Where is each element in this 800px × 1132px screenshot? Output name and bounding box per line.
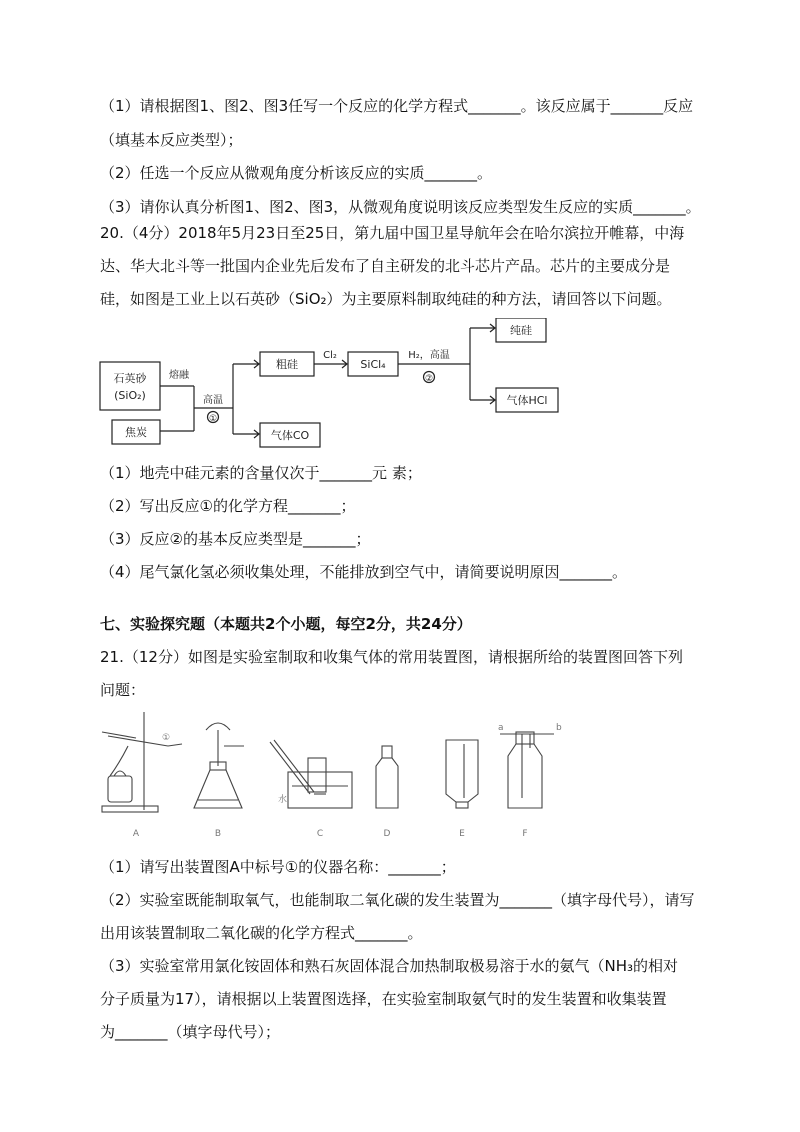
q20-part3: （3）反应②的基本反应类型是_______； — [100, 530, 371, 548]
gas-hcl-label: 气体HCl — [506, 394, 548, 407]
high-temp-label: 高温 — [203, 395, 223, 406]
cl2-label: Cl₂ — [323, 350, 337, 361]
quartz-formula: (SiO₂) — [114, 389, 146, 402]
quartz-label: 石英砂 — [113, 372, 147, 385]
q19-part1: （1）请根据图1、图2、图3任写一个反应的化学方程式_______。该反应属于_______反应 — [100, 97, 694, 115]
q21-part3-cont2: 为_______（填字母代号）； — [100, 1023, 281, 1041]
label-d: D — [383, 829, 391, 839]
q21-part1: （1）请写出装置图A中标号①的仪器名称：_______； — [100, 858, 456, 876]
apparatus-d — [376, 746, 398, 808]
marker-1: ① — [162, 733, 171, 743]
coke-label: 焦炭 — [125, 426, 147, 439]
pure-si-label: 纯硅 — [510, 324, 532, 337]
quartz-box — [100, 362, 160, 410]
q20-intro-2: 达、华大北斗等一批国内企业先后发布了自主研发的北斗芯片产品。芯片的主要成分是 — [100, 257, 671, 275]
step1-marker: ① — [208, 414, 218, 424]
q21-intro-2: 问题： — [100, 681, 146, 699]
q20-intro-3: 硅，如图是工业上以石英砂（SiO₂）为主要原料制取纯硅的种方法，请回答以下问题。 — [100, 290, 672, 308]
port-b-label: b — [556, 723, 562, 733]
q19-part2: （2）任选一个反应从微观角度分析该反应的实质_______。 — [100, 164, 493, 182]
label-a: A — [132, 829, 140, 839]
q19-part3: （3）请你认真分析图1、图2、图3，从微观角度说明该反应类型发生反应的实质_______。 — [100, 198, 701, 216]
step2-marker: ② — [424, 374, 434, 384]
melt-label: 熔融 — [169, 370, 189, 381]
silicon-process-flowchart — [96, 318, 596, 453]
label-b: B — [214, 829, 222, 839]
q20-part1: （1）地壳中硅元素的含量仅次于_______元 素； — [100, 464, 422, 482]
label-f: F — [522, 829, 528, 839]
crude-si-label: 粗硅 — [276, 358, 298, 371]
q21-part2: （2）实验室既能制取氧气，也能制取二氧化碳的发生装置为_______（填字母代号），请写 — [100, 891, 695, 909]
section-7-heading: 七、实验探究题（本题共2个小题，每空2分，共24分） — [100, 615, 472, 633]
apparatus-b — [194, 723, 244, 808]
water-label: 水 — [278, 795, 288, 805]
lab-apparatus-figure — [98, 706, 578, 844]
label-c: C — [316, 829, 324, 839]
apparatus-a — [102, 712, 182, 812]
apparatus-e — [446, 740, 478, 808]
sicl4-label: SiCl₄ — [360, 358, 386, 371]
q20-part4: （4）尾气氯化氢必须收集处理，不能排放到空气中，请简要说明原因_______。 — [100, 563, 628, 581]
port-a-label: a — [498, 723, 504, 733]
q20-part2: （2）写出反应①的化学方程_______； — [100, 497, 356, 515]
q19-part1-cont: （填基本反应类型）； — [100, 131, 243, 149]
q20-intro-1: 20.（4分）2018年5月23日至25日，第九届中国卫星导航年会在哈尔滨拉开帷幕，中海 — [100, 224, 685, 242]
label-e: E — [459, 829, 465, 839]
h2-high-temp-label: H₂，高温 — [408, 350, 450, 361]
gas-co-label: 气体CO — [270, 429, 310, 442]
q21-intro-1: 21.（12分）如图是实验室制取和收集气体的常用装置图，请根据所给的装置图回答下列 — [100, 648, 683, 666]
q21-part3: （3）实验室常用氯化铵固体和熟石灰固体混合加热制取极易溶于水的氨气（NH₃的相对 — [100, 957, 679, 975]
q21-part2-cont: 出用该装置制取二氧化碳的化学方程式_______。 — [100, 924, 423, 942]
apparatus-f — [500, 732, 554, 808]
q21-part3-cont: 分子质量为17），请根据以上装置图选择，在实验室制取氨气时的发生装置和收集装置 — [100, 990, 667, 1008]
